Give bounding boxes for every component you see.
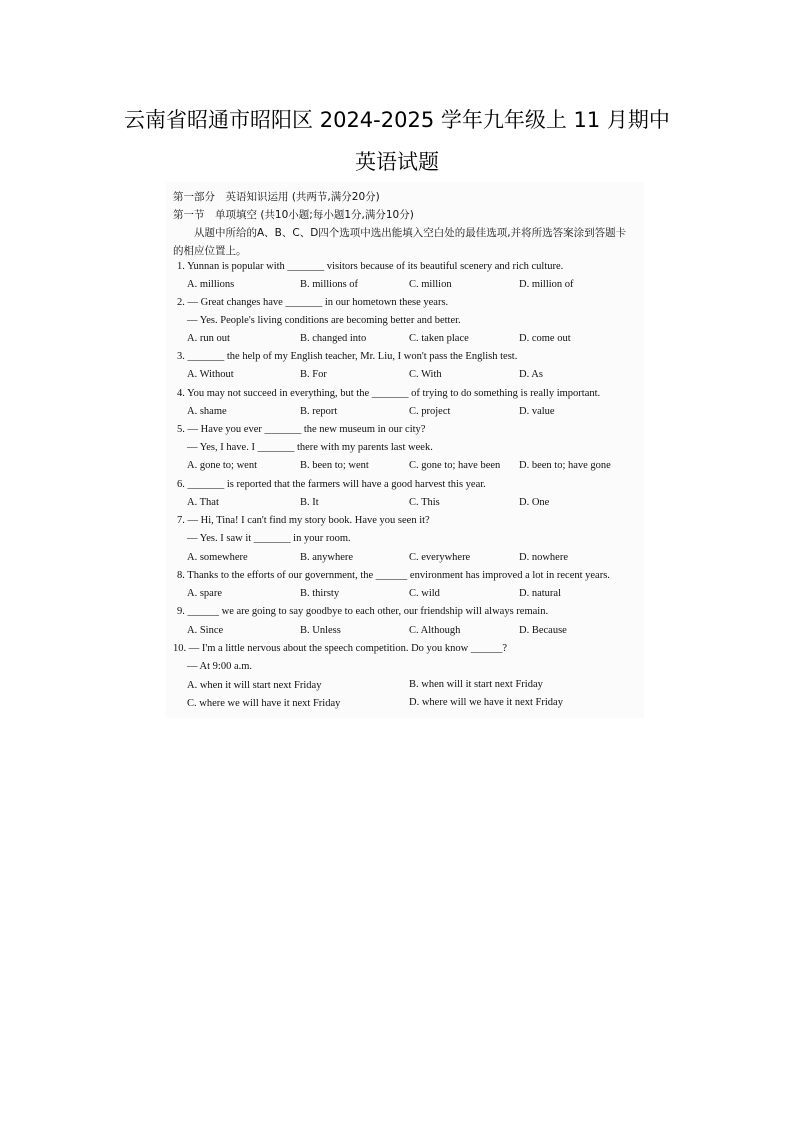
q7-option-c: C. everywhere xyxy=(409,552,471,563)
question-7-stem: 7. — Hi, Tina! I can't find my story book. Have you seen it? xyxy=(177,515,430,526)
q7-option-b: B. anywhere xyxy=(300,552,354,563)
q4-option-a: A. shame xyxy=(187,406,227,417)
question-2-stem-reply: — Yes. People's living conditions are becoming better and better. xyxy=(187,315,461,326)
q1-option-d: D. million of xyxy=(519,279,574,290)
question-5-stem-reply: — Yes, I have. I _______ there with my parents last week. xyxy=(187,442,433,453)
q7-option-d: D. nowhere xyxy=(519,552,568,563)
q1-option-a: A. millions xyxy=(187,279,235,290)
q4-option-b: B. report xyxy=(300,406,338,417)
q4-option-d: D. value xyxy=(519,406,555,417)
q9-option-c: C. Although xyxy=(409,625,461,636)
q6-option-d: D. One xyxy=(519,497,550,508)
q5-option-d: D. been to; have gone xyxy=(519,460,611,471)
question-2-stem: 2. — Great changes have _______ in our hometown these years. xyxy=(177,297,449,308)
q6-option-b: B. It xyxy=(300,497,319,508)
q5-option-b: B. been to; went xyxy=(300,460,369,471)
q8-option-c: C. wild xyxy=(409,588,440,599)
instruction-line-1: 从题中所给的A、B、C、D四个选项中选出能填入空白处的最佳选项,并将所选答案涂到答题卡 xyxy=(194,227,627,239)
q8-option-a: A. spare xyxy=(187,588,222,599)
question-8-stem: 8. Thanks to the efforts of our government, the ______ environment has improved a lot in recent years. xyxy=(177,570,610,581)
q2-option-b: B. changed into xyxy=(300,333,367,344)
part-heading: 第一部分 英语知识运用 (共两节,满分20分) xyxy=(173,191,380,203)
q3-option-d: D. As xyxy=(519,369,543,380)
q10-option-b: B. when will it start next Friday xyxy=(409,679,543,690)
q10-option-c: C. where we will have it next Friday xyxy=(187,698,341,709)
exam-subtitle: 英语试题 xyxy=(355,150,439,174)
q9-option-b: B. Unless xyxy=(300,625,341,636)
question-1-stem: 1. Yunnan is popular with _______ visitors because of its beautiful scenery and rich culture. xyxy=(177,261,564,272)
q2-option-d: D. come out xyxy=(519,333,571,344)
q3-option-c: C. With xyxy=(409,369,442,380)
q8-option-d: D. natural xyxy=(519,588,561,599)
q1-option-c: C. million xyxy=(409,279,452,290)
question-10-stem-reply: — At 9:00 a.m. xyxy=(187,661,253,672)
question-9-stem: 9. ______ we are going to say goodbye to each other, our friendship will always remain. xyxy=(177,606,549,617)
q10-option-d: D. where will we have it next Friday xyxy=(409,697,563,708)
q6-option-a: A. That xyxy=(187,497,219,508)
question-3-stem: 3. _______ the help of my English teacher, Mr. Liu, I won't pass the English test. xyxy=(177,351,518,362)
q7-option-a: A. somewhere xyxy=(187,552,248,563)
section-heading: 第一节 单项填空 (共10小题;每小题1分,满分10分) xyxy=(173,209,414,221)
q8-option-b: B. thirsty xyxy=(300,588,340,599)
question-7-stem-reply: — Yes. I saw it _______ in your room. xyxy=(187,533,351,544)
q1-option-b: B. millions of xyxy=(300,279,359,290)
q6-option-c: C. This xyxy=(409,497,440,508)
instruction-line-2: 的相应位置上。 xyxy=(173,245,247,257)
question-4-stem: 4. You may not succeed in everything, but the _______ of trying to do something is really important. xyxy=(177,388,601,399)
q10-option-a: A. when it will start next Friday xyxy=(187,680,322,691)
q3-option-a: A. Without xyxy=(187,369,234,380)
question-10-stem: 10. — I'm a little nervous about the speech competition. Do you know ______? xyxy=(173,643,508,654)
q5-option-a: A. gone to; went xyxy=(187,460,257,471)
q2-option-c: C. taken place xyxy=(409,333,469,344)
q4-option-c: C. project xyxy=(409,406,451,417)
q9-option-a: A. Since xyxy=(187,625,224,636)
q2-option-a: A. run out xyxy=(187,333,230,344)
q5-option-c: C. gone to; have been xyxy=(409,460,501,471)
question-6-stem: 6. _______ is reported that the farmers will have a good harvest this year. xyxy=(177,479,486,490)
q3-option-b: B. For xyxy=(300,369,327,380)
exam-title: 云南省昭通市昭阳区 2024-2025 学年九年级上 11 月期中 xyxy=(124,108,670,132)
q9-option-d: D. Because xyxy=(519,625,567,636)
question-5-stem: 5. — Have you ever _______ the new museum in our city? xyxy=(177,424,426,435)
